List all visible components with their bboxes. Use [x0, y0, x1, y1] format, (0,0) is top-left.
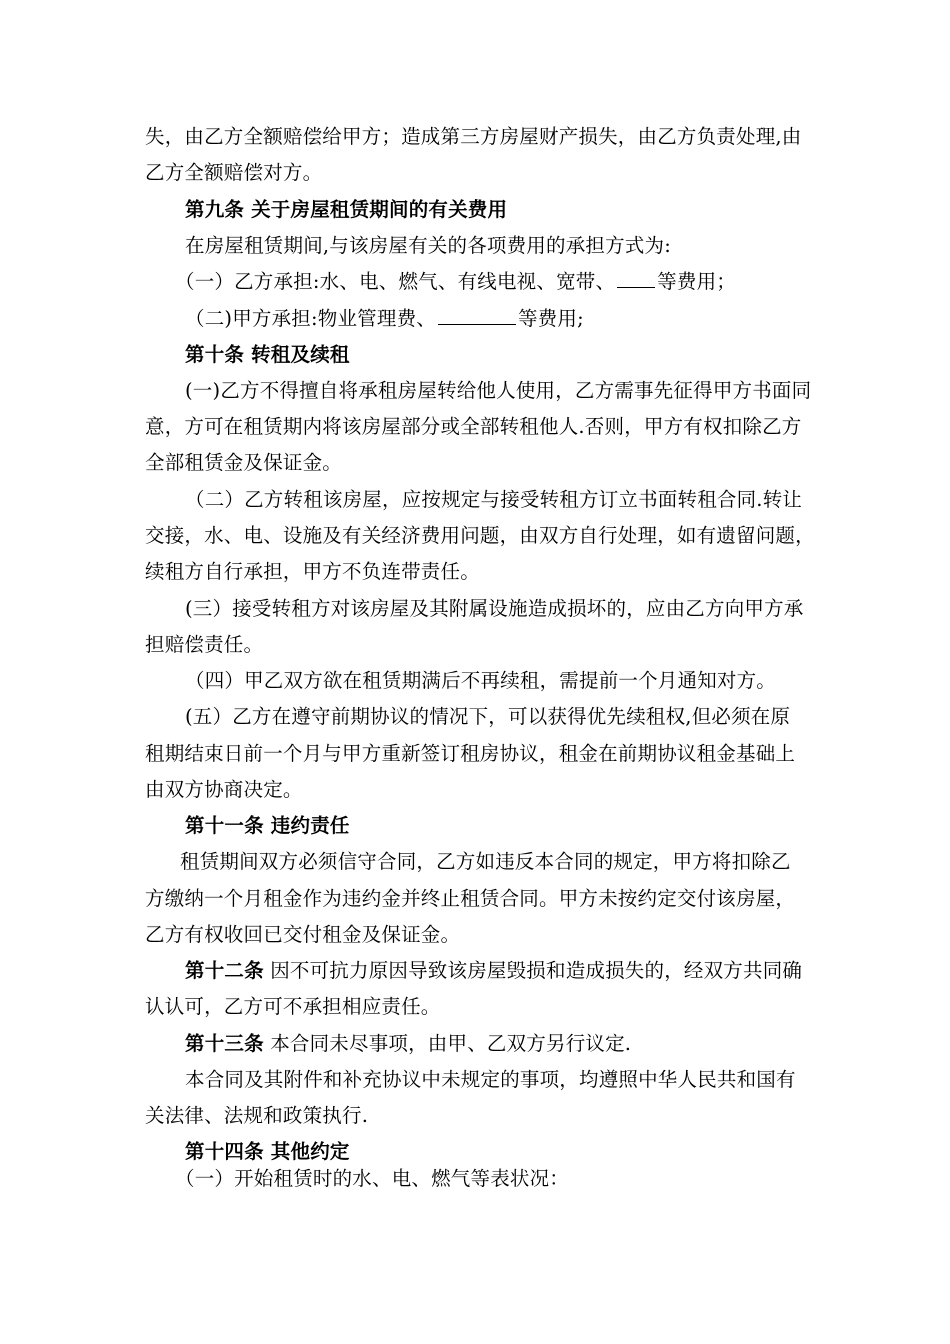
text-line: 租赁期间双方必须信守合同，乙方如违反本合同的规定，甲方将扣除乙 [180, 850, 791, 873]
text-segment: （二)甲方承担:物业管理费、 [185, 307, 436, 330]
text-segment: （一）乙方承担:水、电、燃气、有线电视、宽带、 [175, 270, 616, 293]
text-segment: 因不可抗力原因导致该房屋毁损和造成损失的，经双方共同确 [263, 959, 803, 982]
text-segment: 等费用; [517, 307, 584, 330]
text-segment: 本合同未尽事项，由甲、乙双方另行议定. [263, 1032, 632, 1055]
text-line: （四）甲乙双方欲在租赁期满后不再续租，需提前一个月通知对方。 [185, 669, 777, 692]
text-line: 乙方有权收回已交付租金及保证金。 [145, 923, 461, 946]
section-heading-11: 第十一条 违约责任 [185, 814, 350, 837]
text-line: 方缴纳一个月租金作为违约金并终止租赁合同。甲方未按约定交付该房屋， [145, 887, 796, 910]
text-line: （二）乙方转租该房屋，应按规定与接受转租方订立书面转租合同.转让 [185, 488, 803, 511]
text-line: (五）乙方在遵守前期协议的情况下，可以获得优先续租权,但必须在原 [185, 705, 791, 728]
text-line: 失，由乙方全额赔偿给甲方；造成第三方房屋财产损失，由乙方负责处理,由 [145, 125, 802, 148]
text-line-with-blank [185, 306, 584, 332]
text-line-with-heading [185, 958, 802, 984]
section-heading-9: 第九条 关于房屋租赁期间的有关费用 [185, 198, 508, 221]
text-line: 由双方协商决定。 [145, 778, 303, 801]
text-line: 关法律、法规和政策执行. [145, 1104, 369, 1127]
text-line: 认认可，乙方可不承担相应责任。 [145, 995, 441, 1018]
text-line: （一）开始租赁时的水、电、燃气等表状况： [175, 1167, 570, 1190]
text-line: 在房屋租赁期间,与该房屋有关的各项费用的承担方式为: [185, 234, 671, 257]
fill-in-blank [617, 269, 655, 288]
fill-in-blank [438, 306, 516, 325]
text-line: 续租方自行承担，甲方不负连带责任。 [145, 560, 480, 583]
section-heading-14: 第十四条 其他约定 [185, 1140, 350, 1163]
text-line: 租期结束日前一个月与甲方重新签订租房协议，租金在前期协议租金基础上 [145, 742, 796, 765]
section-heading-13: 第十三条 [185, 1032, 264, 1055]
section-heading-10: 第十条 转租及续租 [185, 343, 350, 366]
text-line: (三）接受转租方对该房屋及其附属设施造成损坏的，应由乙方向甲方承 [185, 597, 804, 620]
text-line: (一)乙方不得擅自将承租房屋转给他人使用，乙方需事先征得甲方书面同 [185, 379, 812, 402]
text-line: 担赔偿责任。 [145, 633, 264, 656]
text-line: 意，方可在租赁期内将该房屋部分或全部转租他人.否则，甲方有权扣除乙方 [145, 415, 802, 438]
section-heading-12: 第十二条 [185, 959, 264, 982]
text-line-with-heading [185, 1031, 631, 1057]
text-segment: 等费用； [657, 270, 736, 293]
text-line: 全部租赁金及保证金。 [145, 451, 343, 474]
text-line: 交接，水、电、设施及有关经济费用问题，由双方自行处理，如有遗留问题， [145, 524, 815, 547]
text-line: 乙方全额赔偿对方。 [145, 161, 323, 184]
text-line-with-blank [175, 269, 736, 295]
text-line: 本合同及其附件和补充协议中未规定的事项，均遵照中华人民共和国有 [185, 1068, 796, 1091]
